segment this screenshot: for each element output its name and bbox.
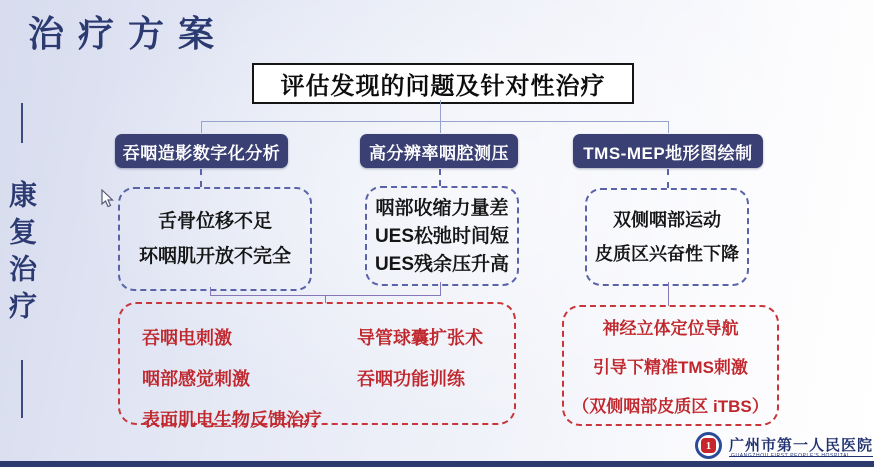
treatment-item: （双侧咽部皮质区 iTBS） [572,397,769,416]
finding-item: 环咽肌开放不完全 [138,246,291,267]
footer-bar [0,461,874,467]
treatment-item: 引导下精准TMS刺激 [593,358,748,377]
hospital-name-en: GUANGZHOU FIRST PEOPLE'S HOSPITAL [731,453,851,459]
treatment-column-2 [357,324,483,391]
side-label: 康复治疗 [5,180,36,328]
connector-drop-col3 [668,121,669,133]
findings-box-manometry [365,186,519,286]
method-box-vfss: 吞咽造影数字化分析 [115,134,288,168]
treatment-item: 表面肌电生物反馈治疗 [142,410,322,430]
hospital-name-cn: 广州市第一人民医院 [729,434,873,457]
treatment-column-3 [564,307,777,424]
mouse-cursor-icon [101,189,114,208]
side-rule-bottom [21,360,23,418]
hospital-logo [695,432,722,459]
connector-dash-col2 [439,169,441,186]
treatment-box-shared [118,302,516,430]
finding-item: UES残余压升高 [374,253,510,275]
treatment-item: 吞咽电刺激 [142,328,232,348]
hospital-logo-glyph: 1 [701,438,716,453]
connector-dash-col1 [200,169,202,187]
treatment-item: 导管球囊扩张术 [357,328,483,348]
connector-drop-col2 [440,121,441,133]
finding-item: UES松弛时间短 [374,225,510,247]
finding-item: 咽部收缩力量差 [375,197,509,219]
page-title: 治疗方案 [28,14,229,54]
finding-item: 皮质区兴奋性下降 [595,244,739,264]
finding-item: 双侧咽部运动 [613,210,721,230]
method-box-manometry: 高分辨率咽腔测压 [360,134,518,168]
side-rule-top [21,103,23,143]
findings-box-tms [585,188,749,286]
treatment-item: 咽部感觉刺激 [142,369,250,389]
finding-item: 舌骨位移不足 [157,211,272,232]
connector-find2-drop [440,282,441,295]
connector-find3-drop [668,282,669,306]
connector-top-horizontal [201,121,669,122]
treatment-column-1 [142,324,322,432]
connector-drop-col1 [201,121,202,133]
connector-header-drop [440,100,441,121]
connector-find1-drop [210,287,211,295]
treatment-item: 神经立体定位导航 [602,319,739,338]
treatment-box-tms [562,305,779,426]
findings-box-vfss [118,187,312,291]
connector-dash-col3 [667,169,669,188]
treatment-item: 吞咽功能训练 [357,369,465,389]
header-box: 评估发现的问题及针对性治疗 [252,63,634,104]
method-box-tms-mep: TMS-MEP地形图绘制 [573,134,763,168]
